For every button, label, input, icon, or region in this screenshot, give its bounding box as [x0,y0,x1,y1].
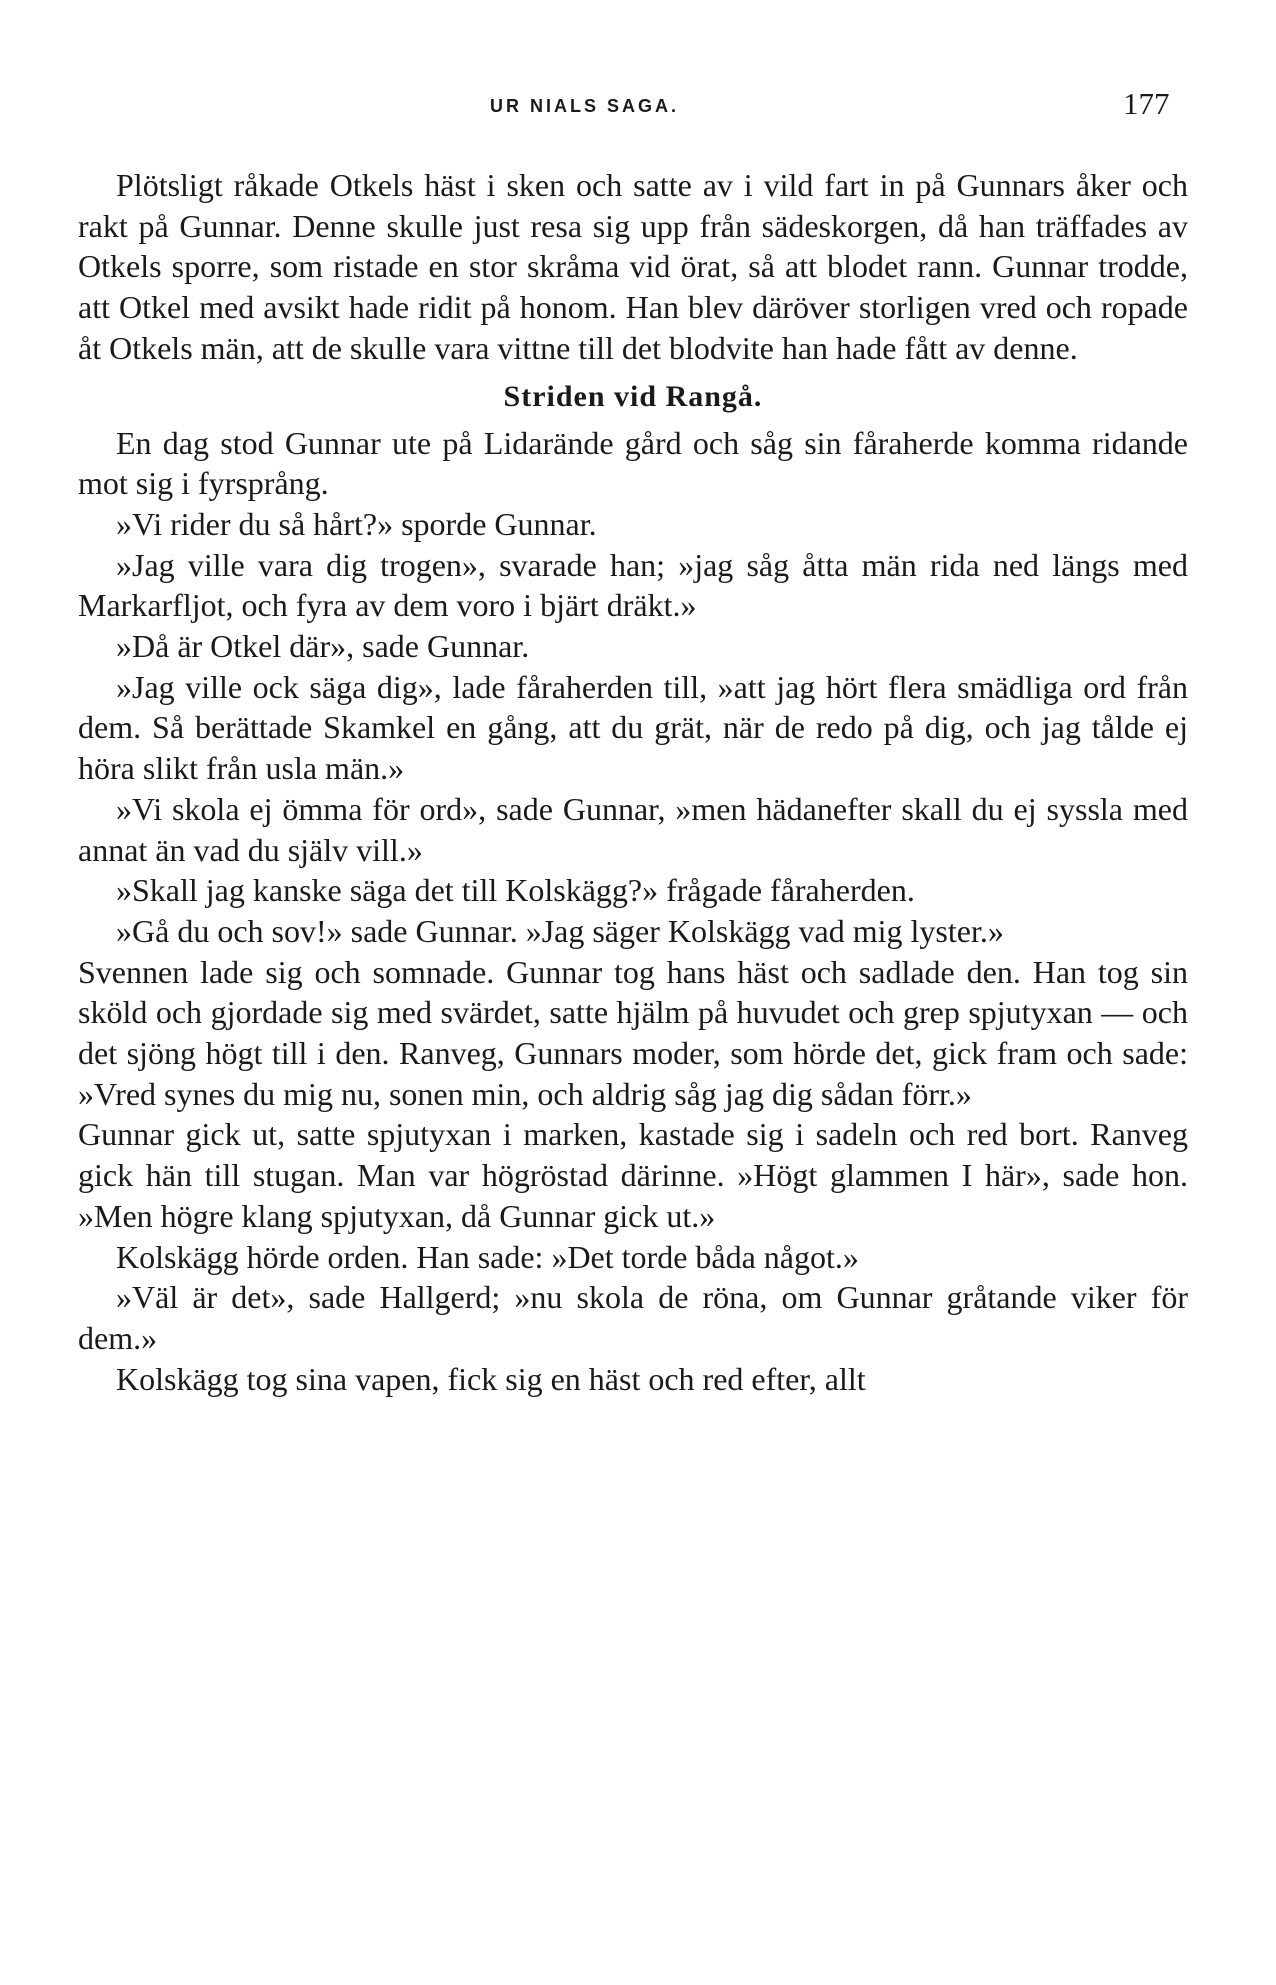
paragraph: »Jag ville ock säga dig», lade fåraherden till, »att jag hört flera smädliga ord från dem. Så berättade Skamkel en gång, att du grät, när de redo på dig, och jag tålde ej höra slikt från usla män.» [78,668,1188,787]
paragraph: »Jag ville vara dig trogen», svarade han; »jag såg åtta män rida ned längs med Markarfljot, och fyra av dem voro i bjärt dräkt.» [78,546,1188,624]
paragraph: »Skall jag kanske säga det till Kolskägg?» frågade fåraherden. [116,872,915,909]
paragraph: »Gå du och sov!» sade Gunnar. »Jag säger Kolskägg vad mig lyster.» [116,912,1004,949]
page-number: 177 [1123,86,1170,121]
paragraph: »Väl är det», sade Hallgerd; »nu skola de röna, om Gunnar gråtande viker för dem.» [78,1279,1188,1356]
paragraph: Kolskägg tog sina vapen, fick sig en häst och red efter, allt [116,1360,866,1397]
paragraph: Plötsligt råkade Otkels häst i sken och satte av i vild fart in på Gunnars åker och rakt på Gunnar. Denne skulle just resa sig upp från sädeskorgen, då han träffades av Otkels sporre, som ristade en stor skråma vid örat, så att blodet rann. Gunnar trodde, att Otkel med avsikt hade ridit på honom. Han blev däröver storligen vred och ropade åt Otkels män, att de skulle vara vittne till det blodvite han hade fått av denne. [78,167,1188,366]
paragraph: Svennen lade sig och somnade. Gunnar tog hans häst och sadlade den. Han tog sin sköld och gjordade sig med svärdet, satte hjälm på huvudet och grep spjutyxan — och det sjöng högt till i den. Ranveg, Gunnars moder, som hörde det, gick fram och sade: »Vred synes du mig nu, sonen min, och aldrig såg jag dig sådan förr.» [78,953,1188,1112]
paragraph: Kolskägg hörde orden. Han sade: »Det torde båda något.» [116,1238,859,1275]
running-title: UR NIALS SAGA. [490,96,680,116]
body-text [78,165,1188,1399]
paragraph: En dag stod Gunnar ute på Lidarände gård och såg sin fåraherde komma ridande mot sig i fyrsprång. [78,424,1188,502]
paragraph: »Då är Otkel där», sade Gunnar. [116,628,530,665]
paragraph: »Vi skola ej ömma för ord», sade Gunnar, »men hädanefter skall du ej syssla med annat än vad du själv vill.» [78,790,1188,868]
section-heading: Striden vid Rangå. [503,379,763,413]
paragraph: Gunnar gick ut, satte spjutyxan i marken, kastade sig i sadeln och red bort. Ranveg gick hän till stugan. Man var högröstad därinne. »Högt glammen I här», sade hon. »Men högre klang spjutyxan, då Gunnar gick ut.» [78,1116,1188,1234]
paragraph: »Vi rider du så hårt?» sporde Gunnar. [116,505,597,542]
